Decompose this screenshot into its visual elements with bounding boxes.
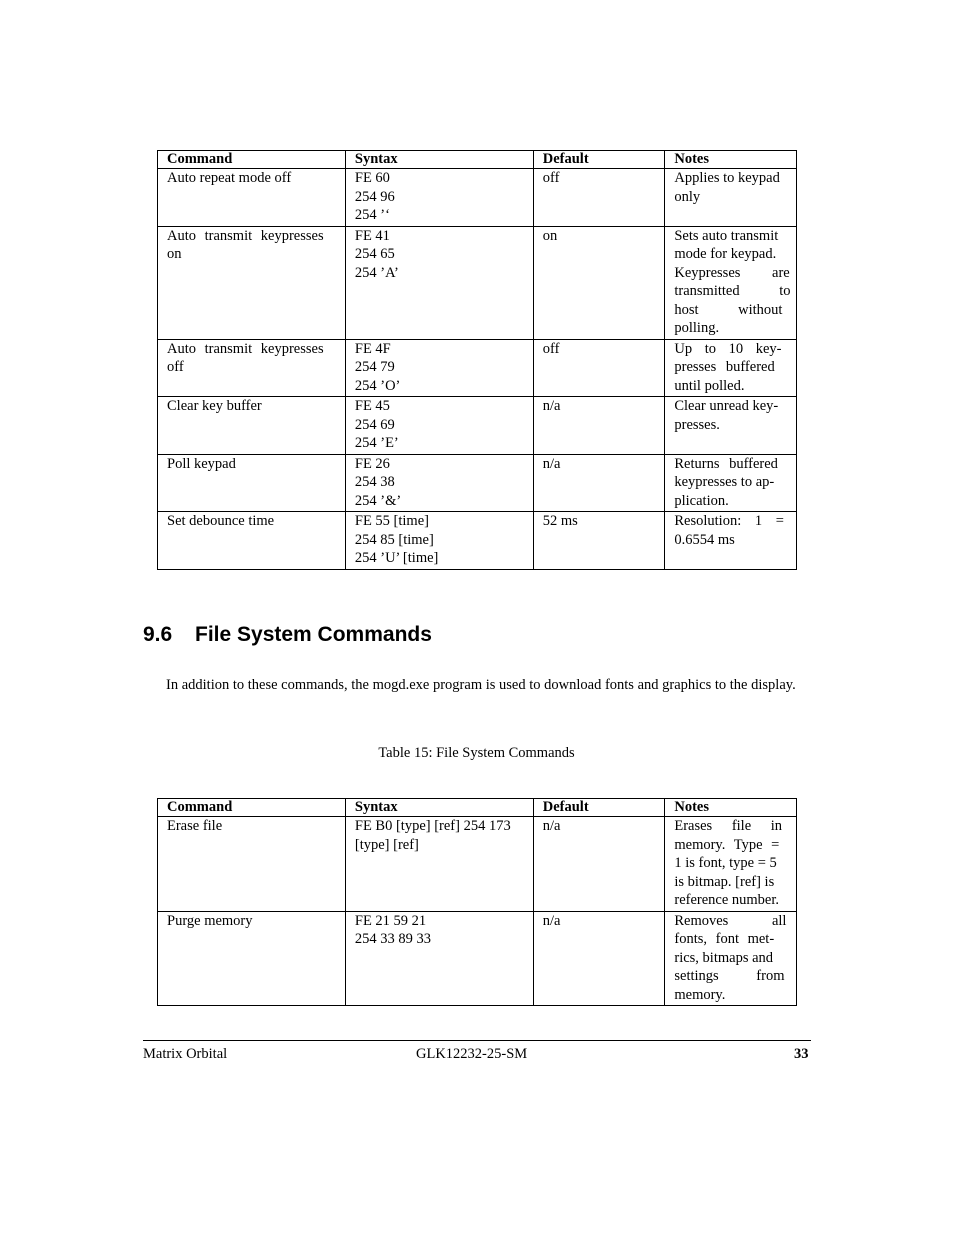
notes-line: reference number.: [674, 892, 780, 908]
column-header-syntax: Syntax: [345, 151, 533, 169]
syntax-line: 254 85 [time]: [354, 531, 434, 548]
notes-line: settings from: [674, 968, 785, 984]
notes-cell: [665, 169, 797, 227]
footer-document-id: GLK12232-25-SM: [416, 1046, 528, 1062]
notes-line: Removes all: [674, 912, 787, 929]
file-system-commands-table: [157, 798, 797, 1006]
notes-cell: [665, 911, 797, 1006]
notes-line: host without: [674, 301, 783, 318]
notes-line: Erases file in: [674, 818, 783, 834]
table-row: [158, 226, 797, 339]
command-text: Auto transmit keypresses: [167, 340, 324, 357]
intro-paragraph: In addition to these commands, the mogd.exe program is used to download fonts and graphics to the display.: [166, 677, 796, 693]
notes-cell: [665, 339, 797, 397]
table-row: [158, 397, 797, 455]
syntax-line: FE 45: [354, 398, 390, 414]
syntax-cell: [345, 169, 533, 227]
syntax-line: [type] [ref]: [354, 836, 419, 853]
notes-line: Up to 10 key-: [674, 340, 782, 357]
notes-line: Sets auto transmit: [674, 227, 779, 244]
command-cell: [158, 397, 346, 455]
command-cell: [158, 454, 346, 512]
syntax-line: FE 55 [time]: [354, 513, 429, 529]
notes-line: Returns buffered: [674, 455, 778, 472]
command-text: Erase file: [167, 818, 223, 834]
syntax-line: 254 38: [354, 474, 395, 490]
notes-cell: [665, 512, 797, 570]
syntax-line: FE 26: [354, 455, 390, 472]
notes-line: 1 is font, type = 5: [674, 855, 777, 871]
table-row: [158, 339, 797, 397]
notes-line: Applies to keypad: [674, 170, 780, 186]
keypad-commands-table: [157, 150, 797, 570]
command-text: off: [167, 359, 184, 375]
table-header-row: [158, 151, 797, 169]
column-header-command: Command: [158, 151, 346, 169]
command-text: Set debounce time: [167, 513, 275, 529]
command-text: Auto transmit keypresses: [167, 227, 324, 244]
notes-line: presses.: [674, 416, 720, 433]
syntax-line: FE 60: [354, 170, 390, 186]
default-cell: on: [533, 226, 665, 339]
notes-line: Clear unread key-: [674, 398, 779, 414]
syntax-cell: [345, 339, 533, 397]
syntax-line: 254 79: [354, 359, 395, 375]
table-row: [158, 454, 797, 512]
default-cell: n/a: [533, 397, 665, 455]
syntax-line: FE 4F: [354, 340, 391, 357]
syntax-line: FE 21 59 21: [354, 912, 427, 929]
syntax-line: 254 65: [354, 246, 395, 262]
command-cell: [158, 911, 346, 1006]
default-cell: off: [533, 169, 665, 227]
syntax-line: 254 69: [354, 416, 395, 433]
notes-cell: [665, 226, 797, 339]
notes-line: polling.: [674, 320, 720, 336]
section-title: File System Commands: [195, 623, 432, 646]
syntax-cell: [345, 911, 533, 1006]
syntax-line: 254 ’U’ [time]: [354, 550, 439, 566]
default-cell: n/a: [533, 911, 665, 1006]
syntax-cell: [345, 397, 533, 455]
command-text: Poll keypad: [167, 455, 236, 472]
command-cell: [158, 512, 346, 570]
notes-line: fonts, font met-: [674, 931, 775, 947]
column-header-syntax: Syntax: [345, 799, 533, 817]
command-cell: [158, 169, 346, 227]
syntax-line: 254 33 89 33: [354, 931, 431, 947]
notes-line: mode for keypad.: [674, 246, 777, 262]
syntax-cell: [345, 512, 533, 570]
table-row: [158, 169, 797, 227]
notes-line: until polled.: [674, 377, 745, 394]
page-number: 33: [794, 1046, 809, 1062]
notes-line: memory.: [674, 986, 726, 1003]
syntax-line: FE B0 [type] [ref] 254 173: [354, 818, 511, 834]
command-text: on: [167, 246, 182, 262]
syntax-cell: [345, 226, 533, 339]
notes-line: 0.6554 ms: [674, 531, 735, 548]
default-cell: n/a: [533, 454, 665, 512]
column-header-default: Default: [533, 799, 665, 817]
notes-line: Resolution: 1 =: [674, 513, 784, 529]
syntax-cell: [345, 817, 533, 912]
notes-line: Keypresses are: [674, 264, 790, 281]
notes-cell: [665, 454, 797, 512]
syntax-line: 254 ’‘: [354, 207, 390, 223]
notes-cell: [665, 397, 797, 455]
syntax-cell: [345, 454, 533, 512]
section-number: 9.6: [143, 623, 173, 646]
notes-line: rics, bitmaps and: [674, 949, 774, 966]
syntax-line: 254 ’O’: [354, 377, 401, 394]
notes-line: transmitted to: [674, 283, 791, 299]
syntax-line: FE 41: [354, 227, 390, 244]
notes-line: presses buffered: [674, 359, 775, 375]
notes-line: memory. Type =: [674, 836, 780, 853]
command-text: Clear key buffer: [167, 398, 262, 414]
table-row: [158, 512, 797, 570]
default-cell: 52 ms: [533, 512, 665, 570]
footer-company: Matrix Orbital: [143, 1046, 228, 1062]
command-text: Purge memory: [167, 912, 253, 929]
section-heading: [143, 622, 432, 648]
notes-line: only: [674, 188, 701, 205]
syntax-line: 254 ’A’: [354, 264, 399, 281]
default-cell: n/a: [533, 817, 665, 912]
column-header-notes: Notes: [665, 151, 797, 169]
notes-cell: [665, 817, 797, 912]
command-cell: [158, 226, 346, 339]
column-header-command: Command: [158, 799, 346, 817]
syntax-line: 254 ’E’: [354, 435, 399, 451]
syntax-line: 254 ’&’: [354, 492, 402, 509]
notes-line: plication.: [674, 492, 729, 509]
footer-divider: [143, 1040, 811, 1041]
command-text: Auto repeat mode off: [167, 170, 292, 186]
table-row: [158, 817, 797, 912]
notes-line: is bitmap. [ref] is: [674, 873, 775, 890]
command-cell: [158, 339, 346, 397]
column-header-notes: Notes: [665, 799, 797, 817]
table-row: [158, 911, 797, 1006]
command-cell: [158, 817, 346, 912]
syntax-line: 254 96: [354, 188, 395, 205]
column-header-default: Default: [533, 151, 665, 169]
table-header-row: [158, 799, 797, 817]
default-cell: off: [533, 339, 665, 397]
table-caption: Table 15: File System Commands: [378, 745, 575, 761]
notes-line: keypresses to ap-: [674, 474, 775, 490]
